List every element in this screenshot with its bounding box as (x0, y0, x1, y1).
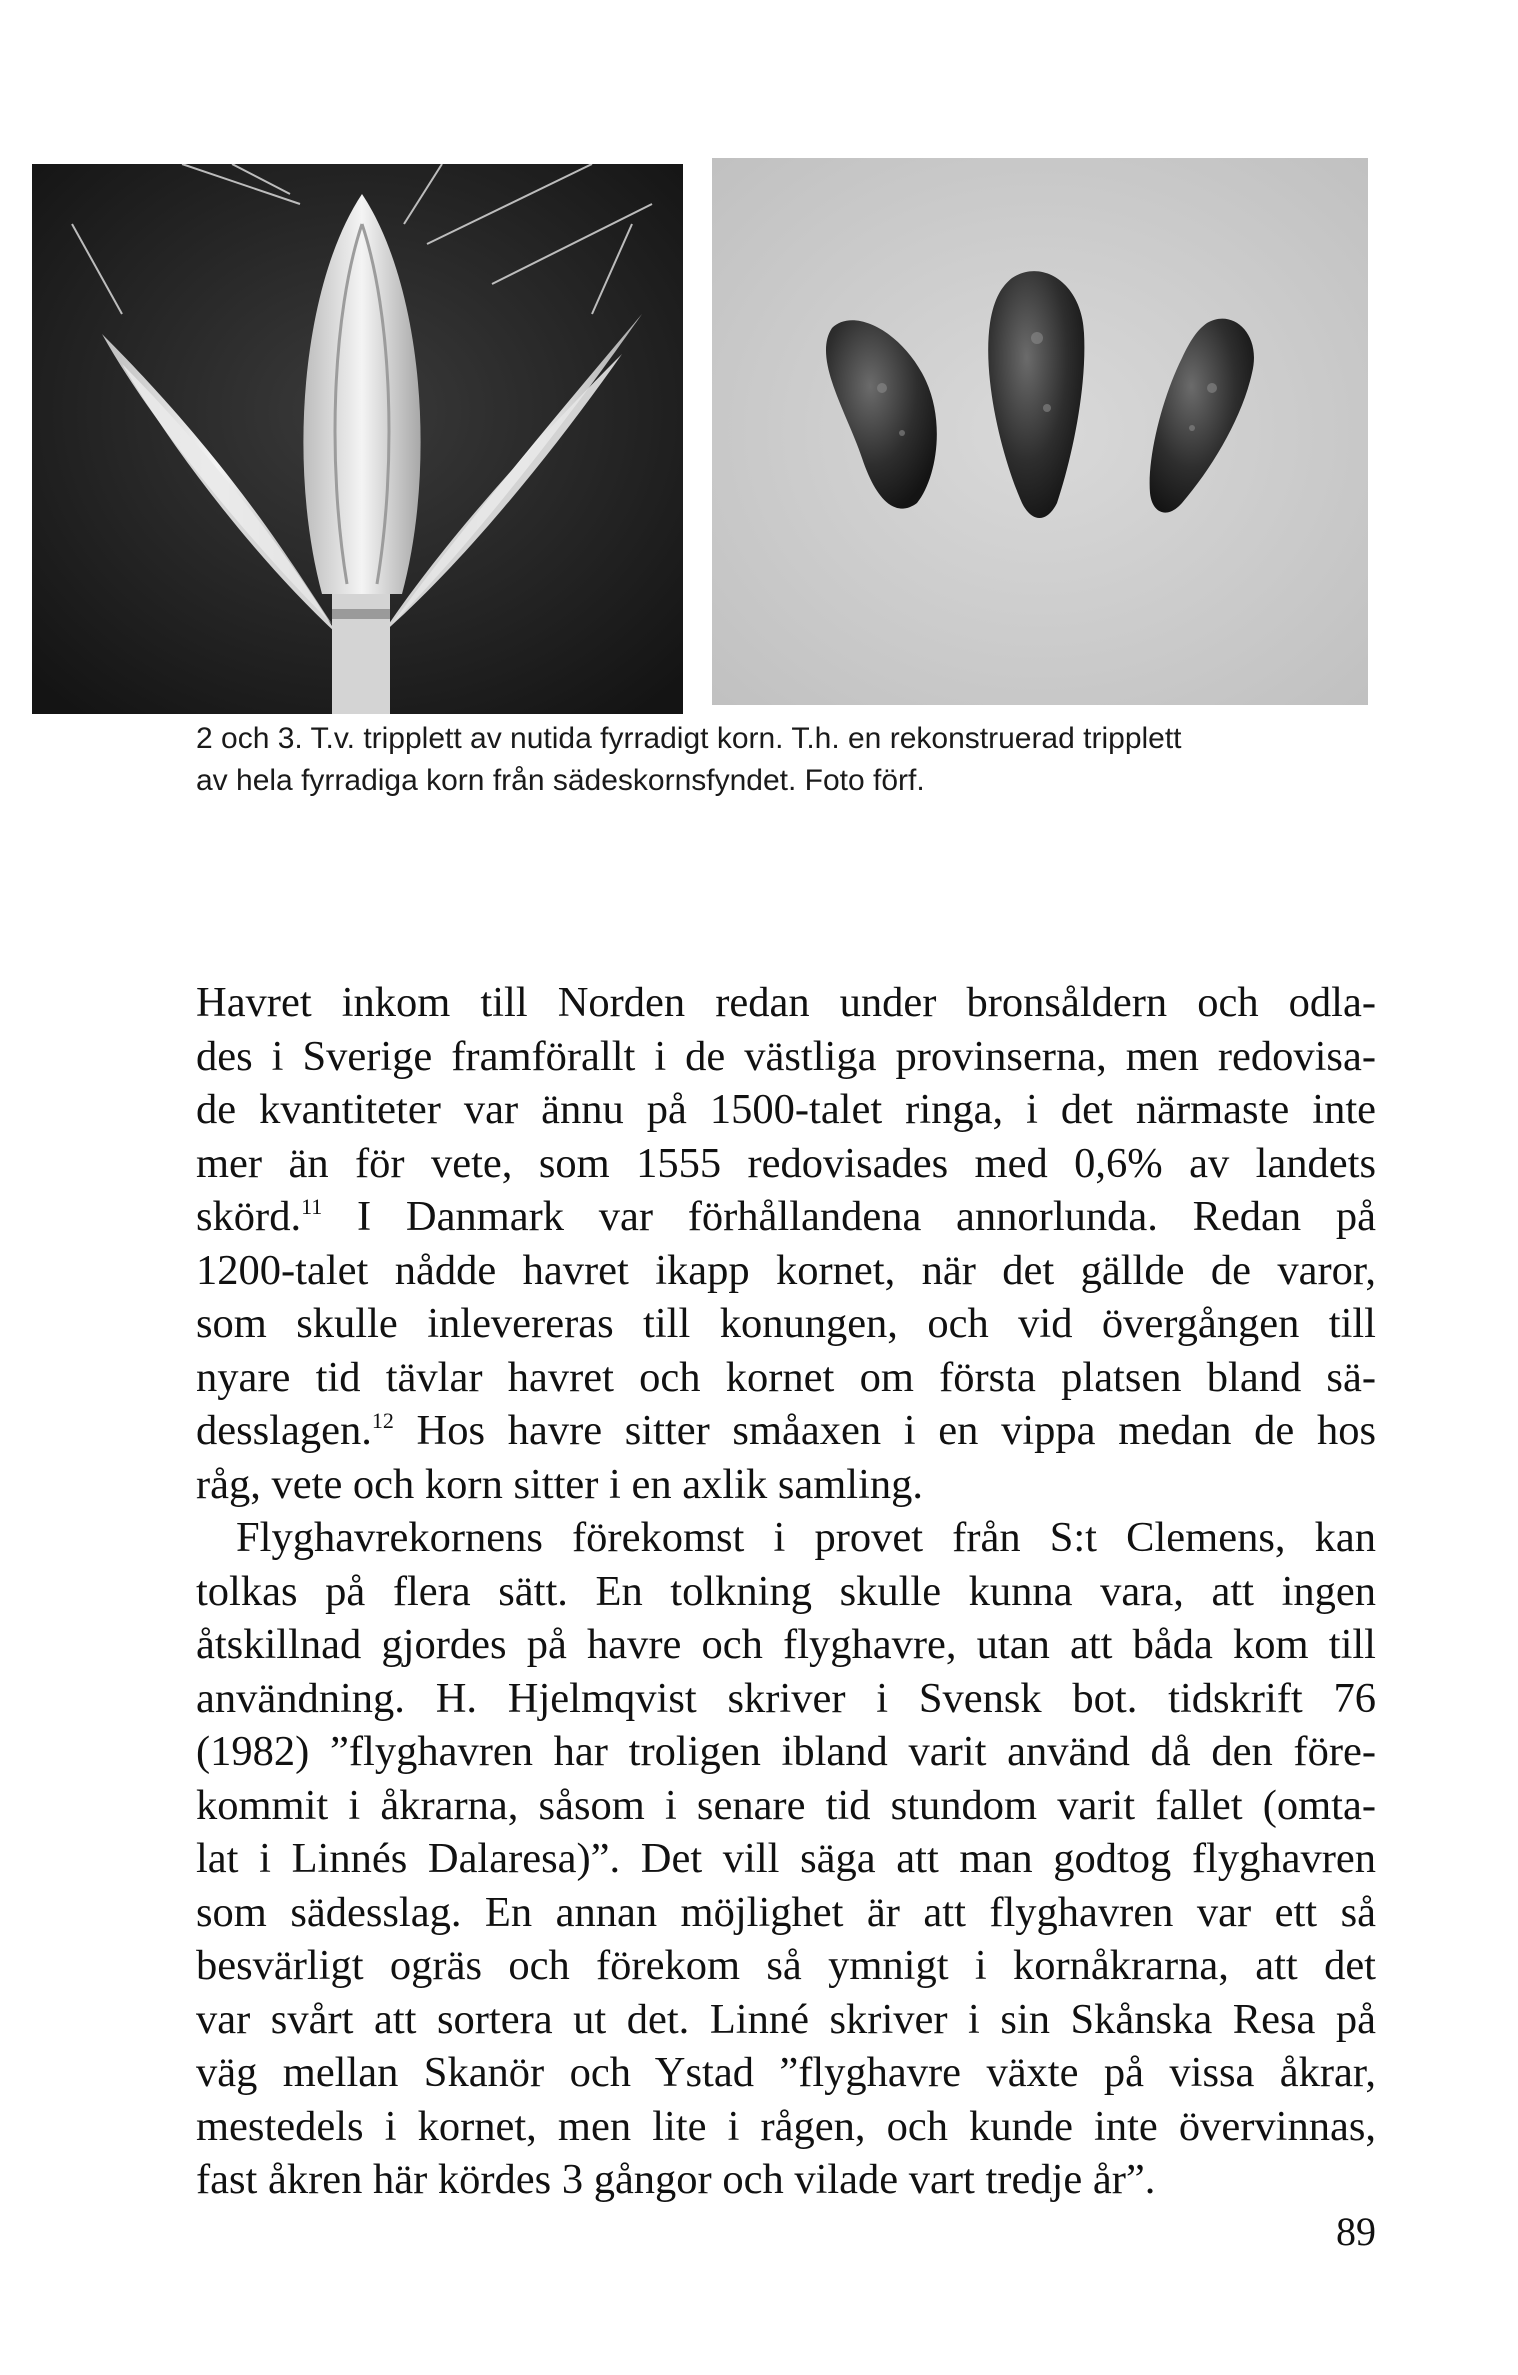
text-line: råg, vete och korn sitter i en axlik samling. (196, 1460, 924, 1508)
text-line: mestedels i kornet, men lite i rågen, och kunde inte övervinnas, (196, 2102, 1376, 2150)
text-line: mer än för vete, som 1555 redovisades med 0,6% av landets (196, 1139, 1376, 1187)
text-line: var svårt att sortera ut det. Linné skriver i sin Skånska Resa på (196, 1995, 1376, 2043)
text-line: fast åkren här kördes 3 gångor och vilade vart tredje år”. (196, 2156, 1156, 2203)
caption-line: 2 och 3. T.v. tripplett av nutida fyrradigt korn. T.h. en rekonstruerad tripplett (196, 722, 1182, 755)
text-line: 1200-talet nådde havret ikapp kornet, när det gällde de varor, (196, 1246, 1376, 1294)
figure-3-photo (712, 158, 1368, 705)
text-line: besvärligt ogräs och förekom så ymnigt i kornåkrarna, att det (196, 1942, 1376, 1989)
caption-line: av hela fyrradiga korn från sädeskornsfyndet. Foto förf. (196, 764, 925, 797)
spikelet-triplet-image (32, 164, 683, 714)
text-line (196, 1404, 1376, 1458)
text-fragment: desslagen. (196, 1407, 372, 1454)
text-line: (1982) ”flyghavren har troligen ibland varit använd då den före- (196, 1728, 1376, 1775)
text-line (196, 1190, 1376, 1244)
body-text (196, 976, 1376, 2207)
page-number: 89 (1336, 2209, 1376, 2254)
text-line: som sädesslag. En annan möjlighet är att flyghavren var ett så (196, 1888, 1376, 1936)
figure-caption (196, 718, 1376, 802)
text-fragment: Hos havre sitter småaxen i en vippa medan de hos (416, 1407, 1377, 1454)
footnote-ref: 12 (371, 1408, 394, 1433)
text-line: som skulle inlevereras till konungen, och vid övergången till (196, 1300, 1376, 1347)
text-line: tolkas på flera sätt. En tolkning skulle kunna vara, att ingen (196, 1567, 1376, 1615)
text-line: Havret inkom till Norden redan under bronsåldern och odla- (196, 979, 1376, 1026)
text-line: åtskillnad gjordes på havre och flyghavre, utan att båda kom till (196, 1621, 1376, 1668)
text-line: lat i Linnés Dalaresa)”. Det vill säga att man godtog flyghavren (196, 1835, 1376, 1882)
text-fragment: I Danmark var förhållandena annorlunda. Redan på (357, 1193, 1377, 1240)
text-line: kommit i åkrarna, såsom i senare tid stundom varit fallet (omta- (196, 1781, 1376, 1829)
text-line: Flyghavrekornens förekomst i provet från S:t Clemens, kan (236, 1514, 1376, 1561)
text-line: användning. H. Hjelmqvist skriver i Svensk bot. tidskrift 76 (196, 1674, 1376, 1722)
grain-triplet-image (712, 158, 1368, 705)
text-fragment: skörd. (196, 1193, 302, 1240)
text-line: de kvantiteter var ännu på 1500-talet ringa, i det närmaste inte (196, 1086, 1376, 1133)
text-line: des i Sverige framförallt i de västliga provinserna, men redovisa- (196, 1032, 1376, 1080)
figure-2-photo (32, 164, 683, 714)
footnote-ref: 11 (301, 1194, 323, 1219)
text-line: väg mellan Skanör och Ystad ”flyghavre växte på vissa åkrar, (196, 2049, 1376, 2096)
text-line: nyare tid tävlar havret och kornet om första platsen bland sä- (196, 1353, 1376, 1401)
